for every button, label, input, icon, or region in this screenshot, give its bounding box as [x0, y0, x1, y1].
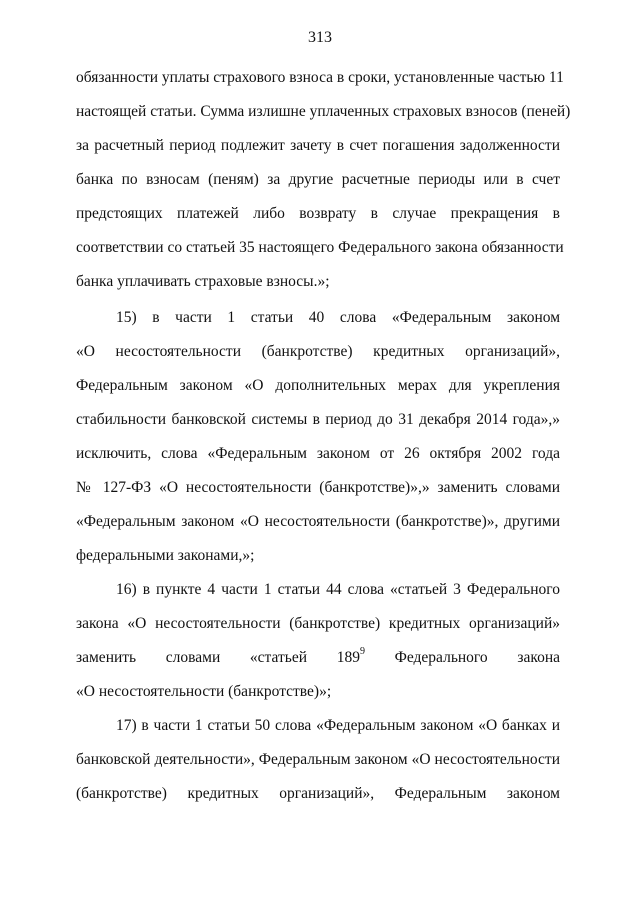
text-line-18-start: заменить словами «статьей 189 [76, 649, 360, 666]
text-line-15: федеральными законами,»; [76, 547, 255, 564]
text-line-10: Федеральным законом «О дополнительных мерах для укрепления [76, 377, 560, 394]
text-line-18 [76, 645, 560, 668]
text-line-3: за расчетный период подлежит зачету в счет погашения задолженности [76, 137, 560, 154]
text-line-19: «О несостоятельности (банкротстве)»; [76, 683, 332, 700]
text-line-1: обязанности уплаты страхового взноса в сроки, установленные частью 11 [76, 69, 564, 86]
text-line-14: «Федеральным законом «О несостоятельности (банкротстве)», другими [76, 513, 560, 530]
text-line-11: стабильности банковской системы в период до 31 декабря 2014 года»,» [76, 411, 560, 428]
text-line-6: соответствии со статьей 35 настоящего Федерального закона обязанности [76, 239, 564, 256]
text-line-20: 17) в части 1 статьи 50 слова «Федеральным законом «О банках и [116, 717, 560, 734]
text-line-5: предстоящих платежей либо возврату в случае прекращения в [76, 205, 560, 222]
text-line-7: банка уплачивать страховые взносы.»; [76, 273, 330, 290]
text-line-16: 16) в пункте 4 части 1 статьи 44 слова «статьей 3 Федерального [116, 581, 560, 598]
text-line-22: (банкротстве) кредитных организаций», Федеральным законом [76, 785, 560, 802]
text-line-13: № 127-ФЗ «О несостоятельности (банкротстве)»,» заменить словами [76, 479, 560, 496]
text-line-4: банка по взносам (пеням) за другие расчетные периоды или в счет [76, 171, 560, 188]
text-line-18-end: Федерального закона [394, 649, 560, 666]
text-line-2: настоящей статьи. Сумма излишне уплаченных страховых взносов (пеней) [76, 103, 571, 120]
text-line-21: банковской деятельности», Федеральным законом «О несостоятельности [76, 751, 560, 768]
text-line-17: закона «О несостоятельности (банкротстве) кредитных организаций» [76, 615, 560, 632]
text-line-12: исключить, слова «Федеральным законом от 26 октября 2002 года [76, 445, 560, 462]
text-line-8: 15) в части 1 статьи 40 слова «Федеральным законом [116, 309, 560, 326]
text-line-9: «О несостоятельности (банкротстве) кредитных организаций», [76, 343, 560, 360]
superscript-9: 9 [359, 645, 365, 657]
page-number: 313 [308, 29, 332, 46]
